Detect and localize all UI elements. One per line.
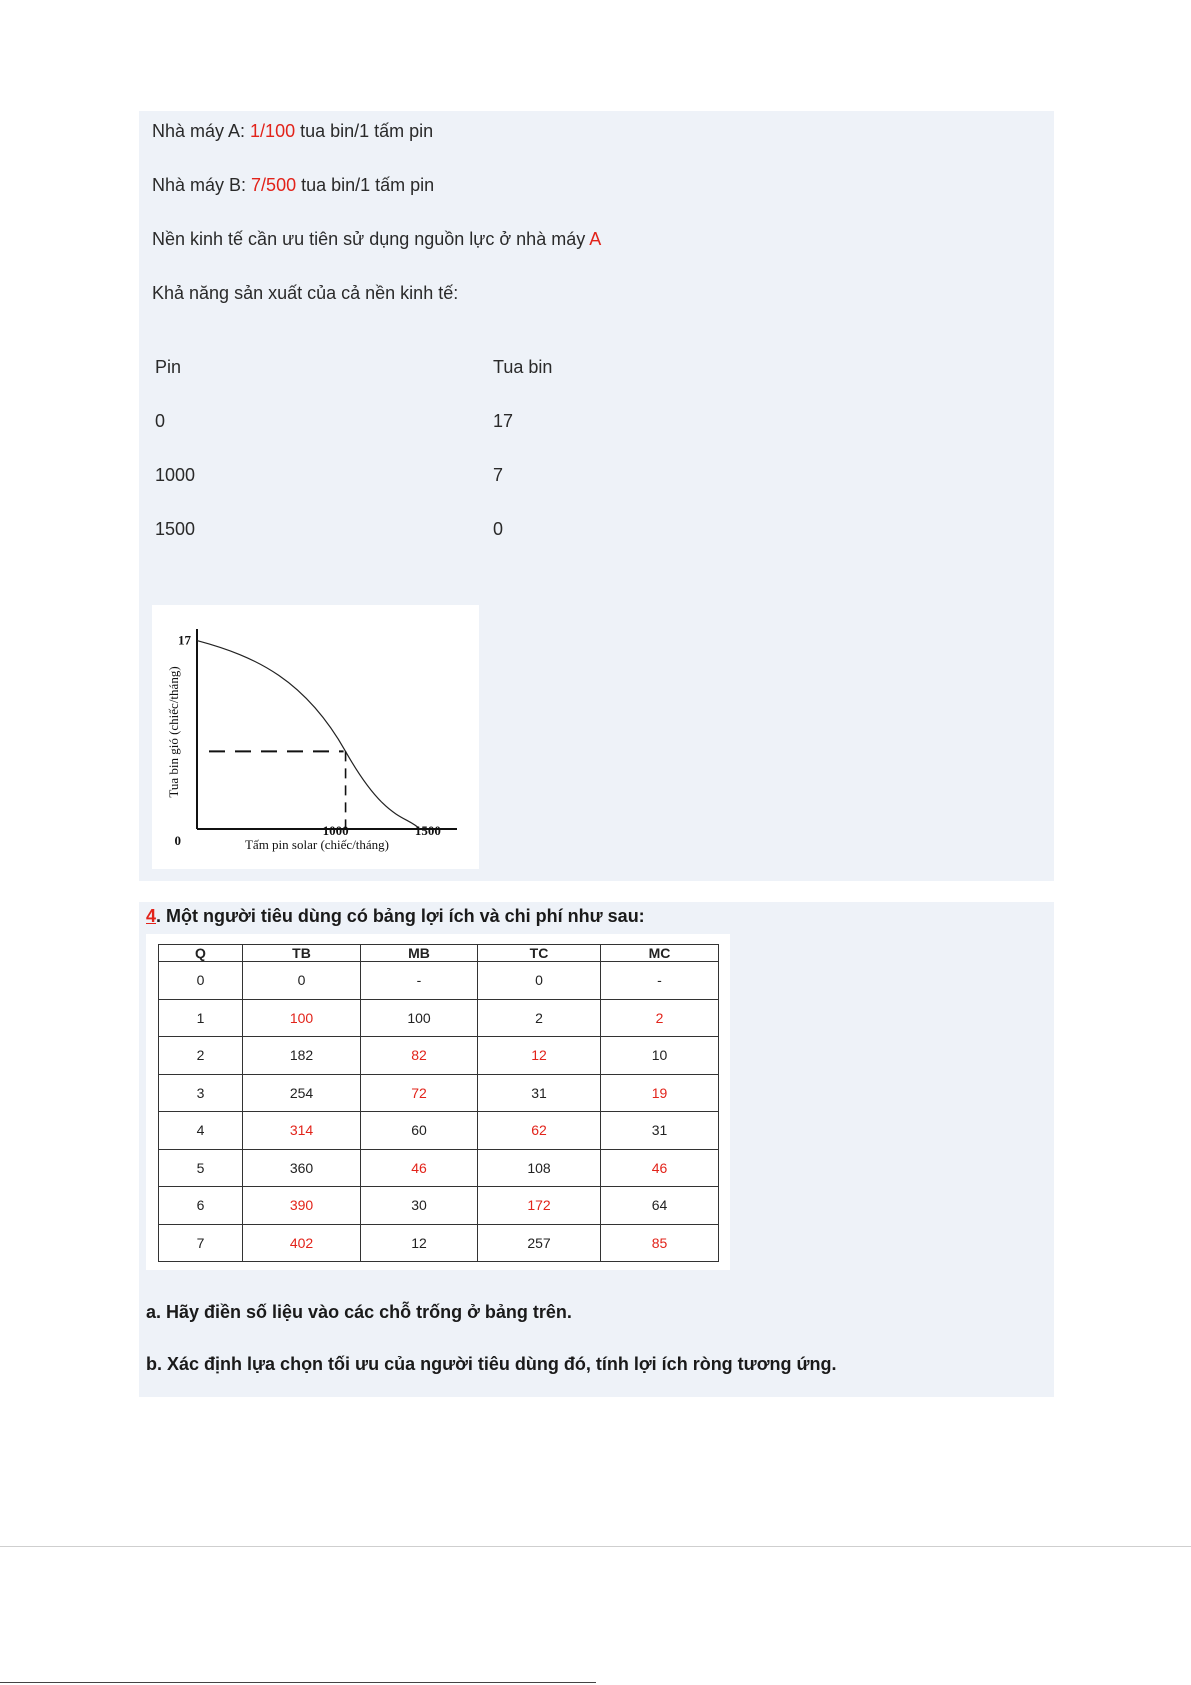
header-mb: MB <box>361 945 478 962</box>
table-cell: 31 <box>478 1074 601 1112</box>
table-row <box>159 1074 719 1112</box>
capacity-line: Khả năng sản xuất của cả nền kinh tế: <box>152 283 459 303</box>
table-cell: 64 <box>601 1187 719 1225</box>
table-cell: 62 <box>478 1112 601 1150</box>
table-cell: 85 <box>601 1224 719 1262</box>
table-cell: 108 <box>478 1149 601 1187</box>
table-cell: 31 <box>601 1112 719 1150</box>
factory-b-line: Nhà máy B: 7/500 tua bin/1 tấm pin <box>152 175 435 195</box>
table-cell: 6 <box>159 1187 243 1225</box>
question-b: b. Xác định lựa chọn tối ưu của người tiêu dùng đó, tính lợi ích ròng tương ứng. <box>146 1354 837 1374</box>
table-cell: 46 <box>361 1149 478 1187</box>
table-cell: 402 <box>243 1224 361 1262</box>
header-tc: TC <box>478 945 601 962</box>
table-cell: 0 <box>478 962 601 1000</box>
ppf-pin-0: 0 <box>155 411 166 431</box>
table-cell: 100 <box>243 999 361 1037</box>
table-cell: 314 <box>243 1112 361 1150</box>
table-header-row <box>159 945 719 962</box>
table-cell: 5 <box>159 1149 243 1187</box>
footnote-rule <box>0 1682 596 1683</box>
table-row <box>159 1112 719 1150</box>
table-row <box>159 1224 719 1262</box>
factory-a-line: Nhà máy A: 1/100 tua bin/1 tấm pin <box>152 121 434 141</box>
header-q: Q <box>159 945 243 962</box>
table-cell: 72 <box>361 1074 478 1112</box>
table-cell: 182 <box>243 1037 361 1075</box>
table-cell: 390 <box>243 1187 361 1225</box>
table-row <box>159 1149 719 1187</box>
table-cell: 2 <box>478 999 601 1037</box>
header-mc: MC <box>601 945 719 962</box>
table-cell: 46 <box>601 1149 719 1187</box>
table-cell: 172 <box>478 1187 601 1225</box>
table-cell: 10 <box>601 1037 719 1075</box>
benefit-cost-table <box>158 944 719 1262</box>
table-cell: 100 <box>361 999 478 1037</box>
table-row <box>159 1187 719 1225</box>
ppf-header-pin: Pin <box>155 357 182 377</box>
priority-line: Nền kinh tế cần ưu tiên sử dụng nguồn lực ở nhà máy A <box>152 229 602 249</box>
y-axis-label: Tua bin gió (chiếc/tháng) <box>166 666 181 798</box>
table-cell: 0 <box>159 962 243 1000</box>
table-cell: 30 <box>361 1187 478 1225</box>
origin-label: 0 <box>174 833 181 848</box>
table-row <box>159 999 719 1037</box>
x-tick-label-1000: 1000 <box>322 823 349 838</box>
ppf-header-tuabin: Tua bin <box>493 357 553 377</box>
answer-panel <box>139 111 1054 881</box>
factory-a-value: 1/100 <box>250 121 296 141</box>
table-cell: 12 <box>361 1224 478 1262</box>
ppf-curve <box>197 641 420 829</box>
x-axis-label: Tấm pin solar (chiếc/tháng) <box>244 837 390 852</box>
ppf-pin-1: 1000 <box>155 465 196 485</box>
ppf-tuabin-0: 17 <box>493 411 514 431</box>
ppf-tuabin-2: 0 <box>493 519 504 539</box>
ppf-chart-svg <box>152 605 479 869</box>
x-tick-label-1500: 1500 <box>414 823 441 838</box>
y-tick-label: 17 <box>178 632 191 648</box>
table-cell: 19 <box>601 1074 719 1112</box>
question-panel <box>139 902 1054 1397</box>
table-row <box>159 1037 719 1075</box>
table-cell: 2 <box>601 999 719 1037</box>
factory-b-value: 7/500 <box>251 175 297 195</box>
question-a: a. Hãy điền số liệu vào các chỗ trống ở bảng trên. <box>146 1302 572 1322</box>
table-cell: 254 <box>243 1074 361 1112</box>
page-divider <box>0 1546 1191 1547</box>
table-cell: 360 <box>243 1149 361 1187</box>
benefit-cost-table-wrap <box>146 934 730 1270</box>
table-cell: - <box>601 962 719 1000</box>
ppf-tuabin-1: 7 <box>493 465 504 485</box>
table-row <box>159 962 719 1000</box>
question-number: 4 <box>146 906 157 926</box>
table-cell: 4 <box>159 1112 243 1150</box>
table-cell: 1 <box>159 999 243 1037</box>
table-cell: 60 <box>361 1112 478 1150</box>
table-cell: - <box>361 962 478 1000</box>
ppf-graph <box>152 605 479 869</box>
table-cell: 3 <box>159 1074 243 1112</box>
priority-value: A <box>589 229 602 249</box>
header-tb: TB <box>243 945 361 962</box>
table-cell: 7 <box>159 1224 243 1262</box>
table-cell: 0 <box>243 962 361 1000</box>
table-cell: 12 <box>478 1037 601 1075</box>
table-cell: 82 <box>361 1037 478 1075</box>
ppf-pin-2: 1500 <box>155 519 196 539</box>
table-cell: 2 <box>159 1037 243 1075</box>
question-heading: 4. Một người tiêu dùng có bảng lợi ích và chi phí như sau: <box>146 906 645 926</box>
table-cell: 257 <box>478 1224 601 1262</box>
